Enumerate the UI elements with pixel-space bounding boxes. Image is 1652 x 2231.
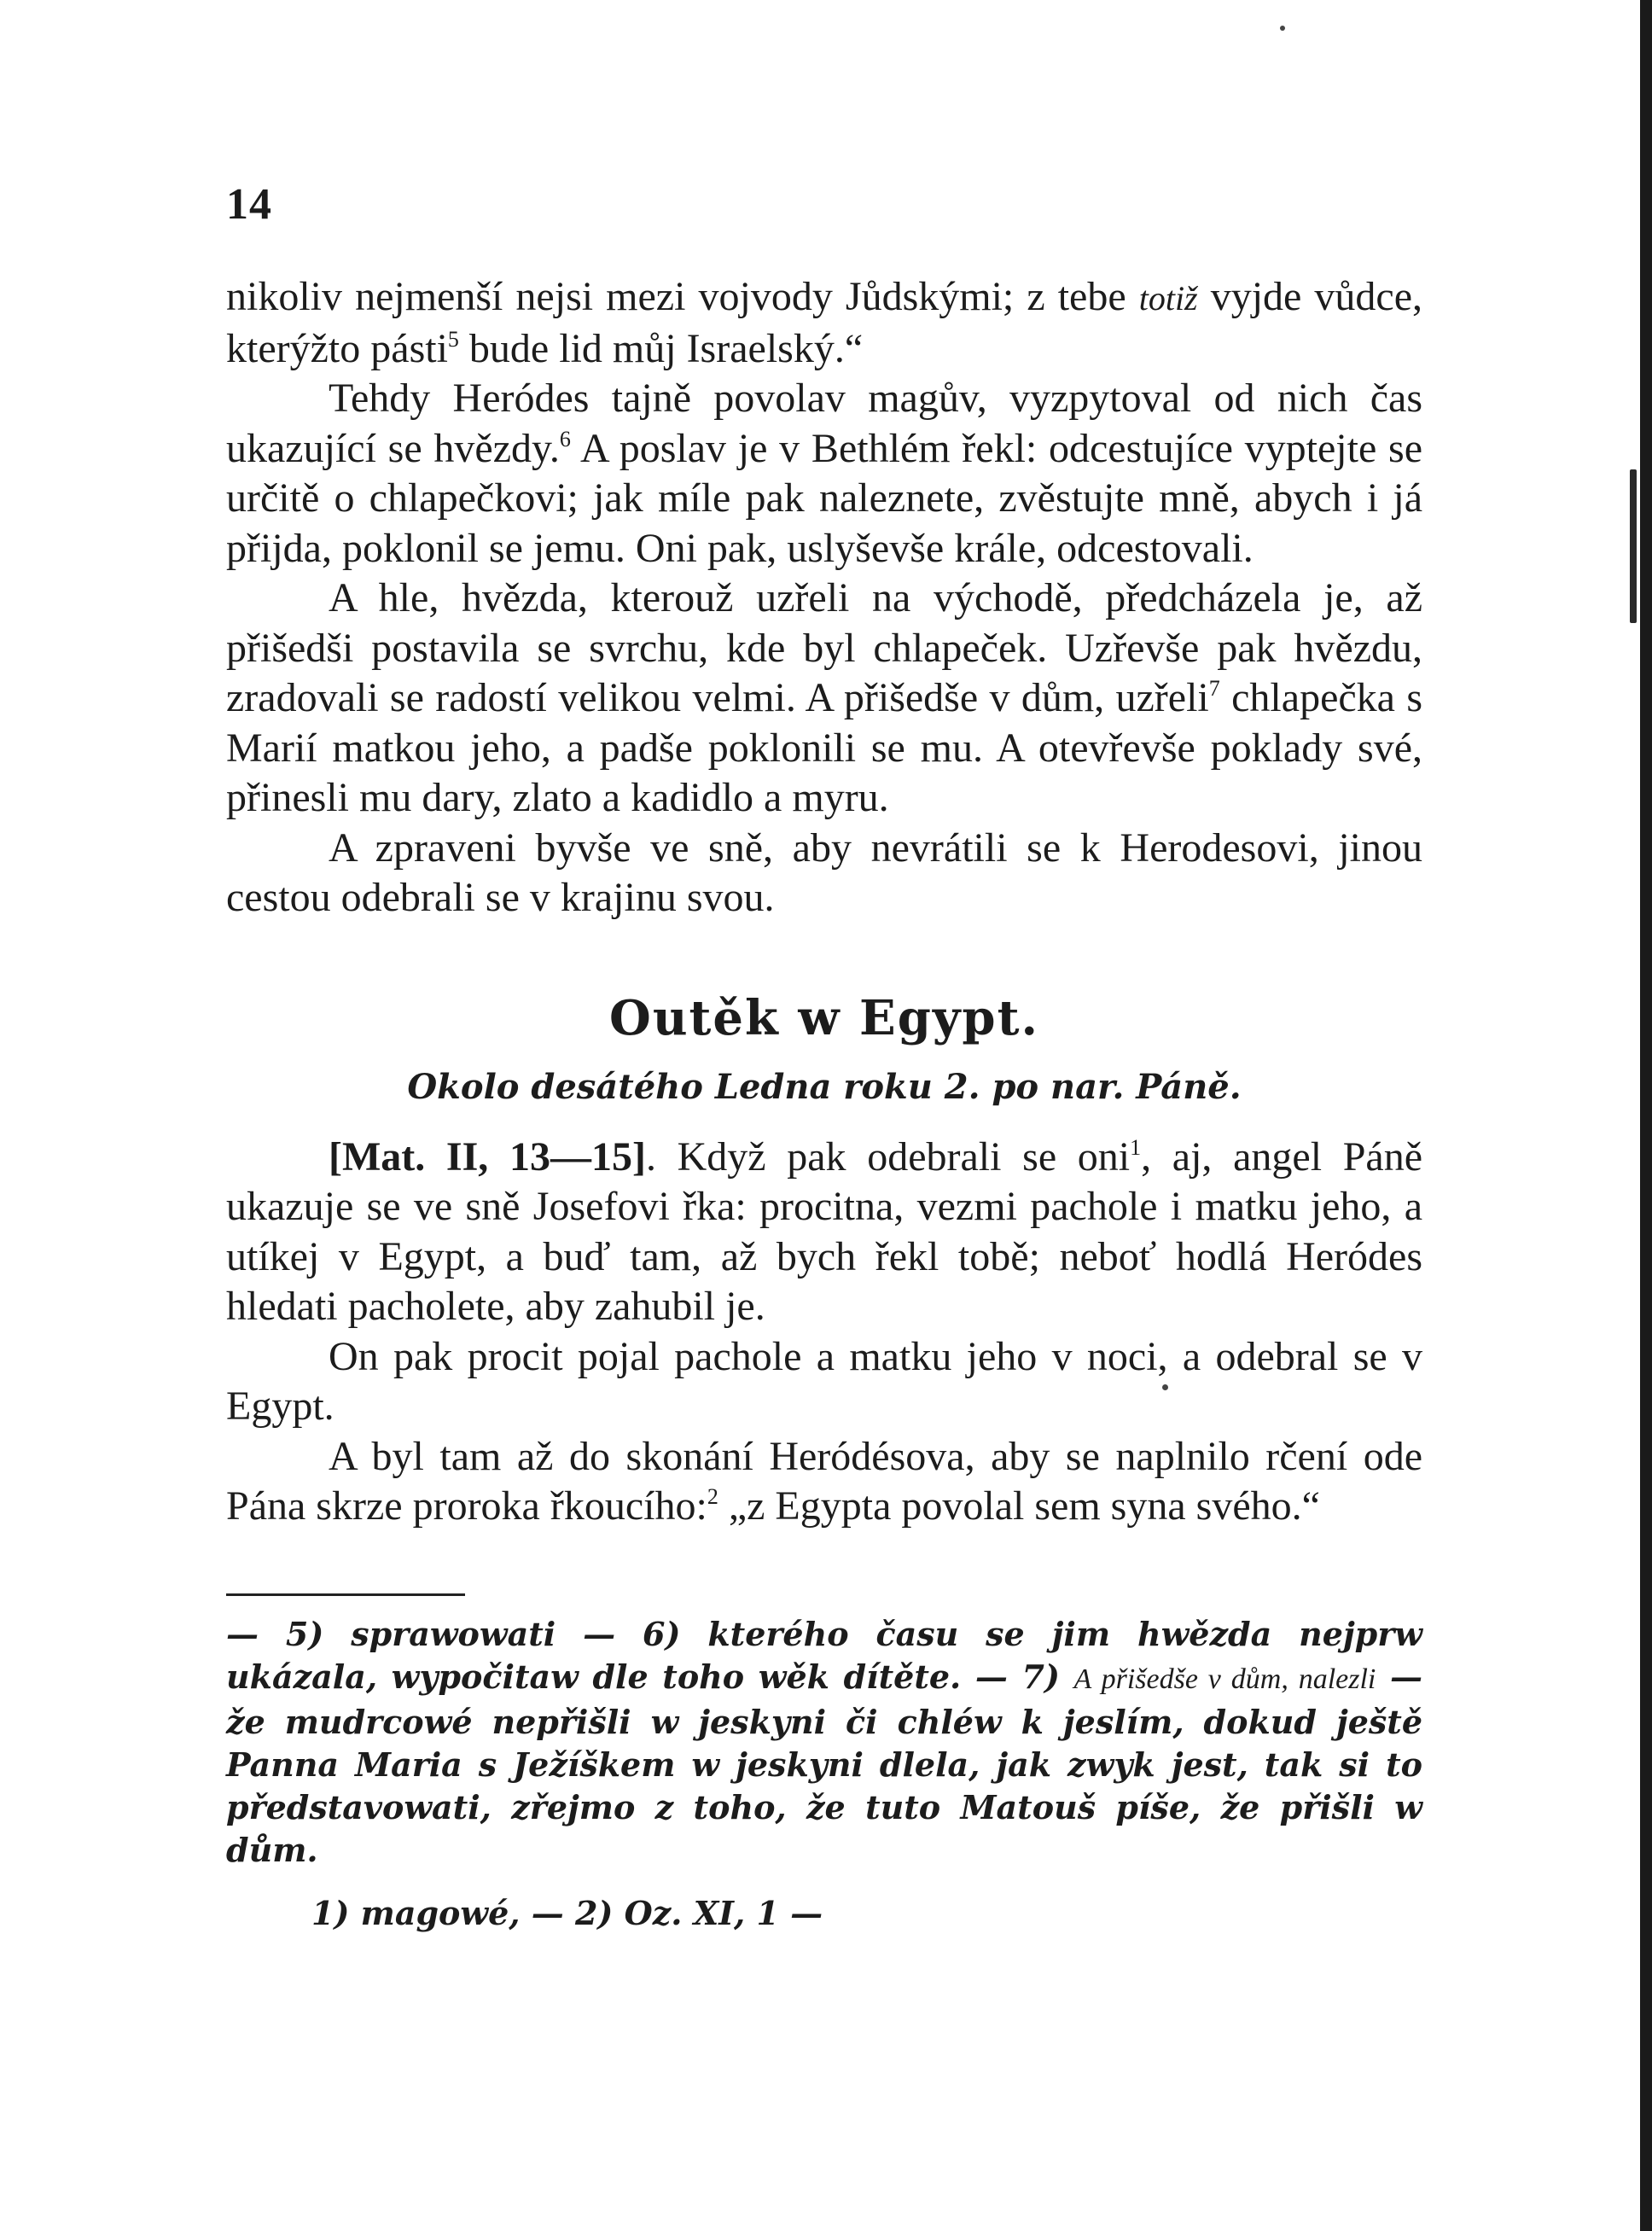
paragraph-3: A hle, hvězda, kterouž uzřeli na východě, předcházela je, až přišedši postavila se svrchu, kde byl chlapeček. Uzřevše pak hvězdu, zradovali se radostí velikou velmi. A přišedše v dům, uzřeli$^7$ chlapečka s Marií matkou jeho, a padše poklonili se mu. A otevřevše poklady své, přinesli mu dary, zlato a kadidlo a myru. xyxy=(226,575,1422,820)
footnote-ref: 1 xyxy=(1130,1134,1142,1160)
footnotes-block: — 5) sprawowati — 6) kterého času se jim hwězda nejprw ukázala, wypočitaw dle toho wěk dítěte. — 7) A přišedše v dům, nalezli — že mudrcowé nepřišli w jeskyni či chléw k jeslím, dokud ještě Panna Maria s Ježíškem w jeskyni dlela, jak zwyk jest, tak si to představowati, zřejmo z toho, že tuto Matouš píše, že přišli w dům. xyxy=(226,1614,1422,1869)
footnotes-secondary: 1) magowé, — 2) Oz. XI, 1 — xyxy=(311,1893,823,1932)
paragraph-4: A zpraveni byvše ve sně, aby nevrátili se k Herodesovi, jinou cestou odebrali se v krajinu svou. xyxy=(226,824,1422,920)
page-edge-mark xyxy=(1630,469,1637,623)
footnote-ref: 5 xyxy=(447,326,459,352)
page-edge-shadow xyxy=(1640,0,1652,2231)
paragraph-7: A byl tam až do skonání Heródésova, aby se naplnilo rčení ode Pána skrze proroka řkoucího:$^2$ „z Egypta povolal sem syna svého.“ xyxy=(226,1433,1422,1529)
footnote-ref: 7 xyxy=(1208,676,1220,701)
print-speck xyxy=(1280,26,1285,31)
paragraph-2: Tehdy Heródes tajně povolav magův, vyzpytoval od nich čas ukazující se hvězdy.$^6$ A poslav je v Bethlém řekl: odcestujíce vyptejte se určitě o chlapečkovi; jak míle pak naleznete, zvěstujte mně, abych i já přijda, poklonil se jemu. Oni pak, uslyševše krále, odcestovali. xyxy=(226,376,1422,571)
italic-word: totiž xyxy=(1138,279,1198,317)
paragraph-5: [Mat. II, 13—15]. Když pak odebrali se oni$^1$, aj, angel Páně ukazuje se ve sně Josefovi řka: procitna, vezmi pachole i matku jeho, a utíkej v Egypt, a buď tam, až bych řekl tobě; neboť hodlá Heródes hledati pacholete, aby zahubil je. xyxy=(226,1133,1423,1329)
footnote-divider xyxy=(226,1593,465,1596)
footnote-ref: 2 xyxy=(707,1484,718,1509)
paragraph-1: nikoliv nejmenší nejsi mezi vojvody Jůdskými; z tebe totiž vyjde vůdce, kterýžto pásti$^5$ bude lid můj Israelský.“ xyxy=(226,274,1423,371)
page-number: 14 xyxy=(226,180,272,229)
footnote-quote: A přišedše v dům, nalezli xyxy=(1073,1663,1376,1695)
scripture-reference: [Mat. II, 13—15] xyxy=(329,1133,646,1180)
section-heading: Outěk w Egypt. xyxy=(609,989,1039,1046)
paragraph-6: On pak procit pojal pachole a matku jeho v noci, a odebral se v Egypt. xyxy=(226,1333,1422,1429)
footnote-ref: 6 xyxy=(559,426,571,451)
section-subheading: Okolo desátého Ledna roku 2. po nar. Páně. xyxy=(407,1066,1242,1107)
book-page xyxy=(226,179,1422,1932)
